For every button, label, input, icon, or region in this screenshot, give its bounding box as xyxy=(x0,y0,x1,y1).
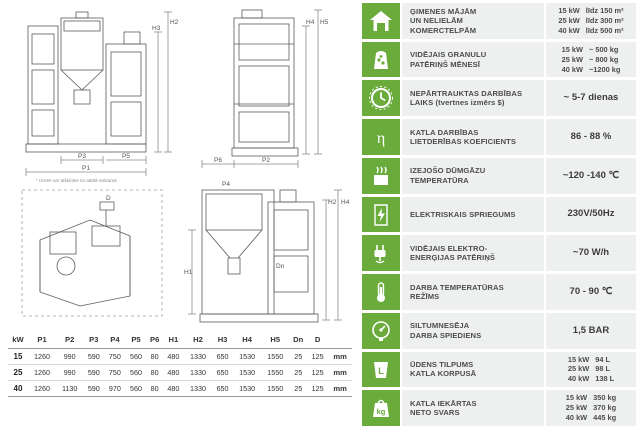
cell-p1: 1260 xyxy=(34,368,51,377)
cell-p3: 590 xyxy=(87,368,100,377)
feature-value: ~120 -140 ℃ xyxy=(544,158,636,196)
feature-value: 70 - 90 ℃ xyxy=(544,274,636,312)
cell-p2: 1130 xyxy=(61,384,78,393)
feature-row-runtime xyxy=(362,80,636,119)
cell-p5: 560 xyxy=(129,384,142,393)
cell-unit: mm xyxy=(333,368,347,377)
feature-value: ~ 5-7 dienas xyxy=(544,80,636,118)
th-d: D xyxy=(307,332,328,349)
value-weight: 445 kg xyxy=(593,413,617,423)
dim-label-H4: H4 xyxy=(306,19,315,26)
drawing-svg xyxy=(6,4,360,334)
cell-h3: 650 xyxy=(216,368,229,377)
cell-h5: 1550 xyxy=(267,352,284,361)
gauge-icon xyxy=(362,313,402,351)
table-header-row xyxy=(8,332,352,349)
cell-h4: 1530 xyxy=(239,368,256,377)
feature-row-pressure xyxy=(362,313,636,352)
label-line: DARBA SPIEDIENS xyxy=(410,330,482,340)
efficiency-icon xyxy=(362,119,402,157)
feature-row-net-weight xyxy=(362,390,636,429)
feature-value xyxy=(544,352,636,390)
label-line: KATLA KORPUSĀ xyxy=(410,369,477,379)
value-kw: 15 kW xyxy=(558,5,580,15)
cell-p1: 1260 xyxy=(34,384,51,393)
dim-label-D: D xyxy=(106,195,111,202)
cell-h3: 650 xyxy=(216,384,229,393)
cell-kw: 15 xyxy=(13,352,23,361)
feature-row-flue-temp xyxy=(362,158,636,197)
label-line: KOMERCTELPĀM xyxy=(410,25,477,35)
feature-label xyxy=(402,390,544,428)
table-row xyxy=(8,381,352,397)
value-weight: 370 kg xyxy=(593,403,617,413)
dim-label-P2: P2 xyxy=(262,157,270,164)
feature-value xyxy=(544,390,636,428)
features-panel xyxy=(362,0,640,432)
value-mass: ~1200 kg xyxy=(588,64,621,74)
thermometer-icon xyxy=(362,274,402,312)
electric-bolt-icon xyxy=(362,197,402,235)
label-line: LIETDERĪBAS KOEFICIENTS xyxy=(410,137,517,147)
dim-label-H2b: H2 xyxy=(328,199,337,206)
feature-label xyxy=(402,42,544,80)
cell-h5: 1550 xyxy=(267,368,284,377)
feature-value: 86 - 88 % xyxy=(544,119,636,157)
feature-label xyxy=(402,274,544,312)
th-unit xyxy=(328,332,352,349)
cell-d: 125 xyxy=(311,352,324,361)
cell-h1: 480 xyxy=(167,352,180,361)
cell-p3: 590 xyxy=(87,352,100,361)
value-kw: 25 kW xyxy=(567,364,590,374)
cell-d: 125 xyxy=(311,368,324,377)
cell-kw: 40 xyxy=(13,384,23,393)
cell-p6: 80 xyxy=(150,368,159,377)
cell-h1: 480 xyxy=(167,368,180,377)
value-area: līdz 500 m² xyxy=(585,25,624,35)
value-kw: 25 kW xyxy=(558,15,580,25)
feature-label xyxy=(402,197,544,235)
label-line: DARBA TEMPERATŪRAS xyxy=(410,282,504,292)
dim-label-H3: H3 xyxy=(152,25,161,32)
weight-kg-icon xyxy=(362,390,402,428)
value-mass: ~ 500 kg xyxy=(588,44,619,54)
cell-h2: 1330 xyxy=(189,352,206,361)
feature-label xyxy=(402,3,544,41)
dim-label-H4b: H4 xyxy=(341,199,350,206)
th-p6: P6 xyxy=(147,332,163,349)
cell-h3: 650 xyxy=(216,352,229,361)
th-h5: H5 xyxy=(261,332,289,349)
feature-value: 230V/50Hz xyxy=(544,197,636,235)
value-mass: ~ 800 kg xyxy=(588,54,619,64)
value-kw: 15 kW xyxy=(561,44,583,54)
cell-h2: 1330 xyxy=(189,368,206,377)
value-weight: 350 kg xyxy=(593,393,617,403)
feature-value xyxy=(544,3,636,41)
water-bucket-icon xyxy=(362,352,402,390)
dim-label-Dn: Dn xyxy=(276,263,285,270)
label-line: KATLA IEKĀRTAS xyxy=(410,398,477,408)
th-kw: kW xyxy=(8,332,28,349)
cell-dn: 25 xyxy=(294,352,303,361)
cell-p6: 80 xyxy=(150,384,159,393)
label-line: VIDĒJAIS ELEKTRO- xyxy=(410,243,488,253)
cell-p2: 990 xyxy=(63,368,76,377)
feature-label xyxy=(402,158,544,196)
house-icon xyxy=(362,3,402,41)
value-volume: 138 L xyxy=(595,374,615,384)
label-line: KATLA DARBĪBAS xyxy=(410,127,479,137)
value-kw: 15 kW xyxy=(565,393,588,403)
cell-p4: 970 xyxy=(108,384,121,393)
label-line: ELEKTRISKAIS SPRIEGUMS xyxy=(410,209,516,219)
cell-p4: 750 xyxy=(108,352,121,361)
label-line: NETO SVARS xyxy=(410,408,460,418)
cell-h4: 1530 xyxy=(239,352,256,361)
label-line: NEPĀRTRAUKTAS DARBĪBAS xyxy=(410,88,523,98)
cell-kw: 25 xyxy=(13,368,23,377)
value-volume: 94 L xyxy=(595,354,611,364)
dim-label-H2: H2 xyxy=(170,19,179,26)
label-line: ĢIMENES MĀJĀM xyxy=(410,6,477,16)
feature-row-voltage xyxy=(362,197,636,236)
cell-p6: 80 xyxy=(150,352,159,361)
value-kw: 40 kW xyxy=(565,413,588,423)
feature-row-working-temp xyxy=(362,274,636,313)
th-p5: P5 xyxy=(125,332,146,349)
label-line: ŪDENS TILPUMS xyxy=(410,359,474,369)
th-dn: Dn xyxy=(289,332,307,349)
dim-label-P6: P6 xyxy=(214,157,222,164)
cell-dn: 25 xyxy=(294,368,303,377)
cell-h4: 1530 xyxy=(239,384,256,393)
value-kw: 40 kW xyxy=(567,374,590,384)
th-h1: H1 xyxy=(163,332,184,349)
feature-row-efficiency xyxy=(362,119,636,158)
label-line: TEMPERATŪRA xyxy=(410,175,469,185)
svg-text:kg: kg xyxy=(376,407,386,417)
table-row xyxy=(8,349,352,365)
dim-label-P4: P4 xyxy=(222,181,230,188)
cell-unit: mm xyxy=(333,384,347,393)
th-p3: P3 xyxy=(83,332,104,349)
th-h2: H2 xyxy=(184,332,212,349)
value-area: līdz 300 m² xyxy=(585,15,624,25)
dim-label-P5: P5 xyxy=(122,153,130,160)
cell-p5: 560 xyxy=(129,368,142,377)
svg-text:L: L xyxy=(378,366,384,377)
feature-value: ~70 W/h xyxy=(544,235,636,273)
cell-unit: mm xyxy=(333,352,347,361)
cell-h5: 1550 xyxy=(267,384,284,393)
cell-p2: 990 xyxy=(63,352,76,361)
th-p4: P4 xyxy=(104,332,125,349)
label-line: SILTUMNESĒJA xyxy=(410,321,470,331)
feature-row-water-volume xyxy=(362,352,636,391)
flue-gas-icon xyxy=(362,158,402,196)
value-area: līdz 150 m² xyxy=(585,5,624,15)
label-line: IZEJOŠO DŪMGĀZU xyxy=(410,166,486,176)
feature-row-power-consumption xyxy=(362,235,636,274)
feature-value xyxy=(544,42,636,80)
value-kw: 15 kW xyxy=(567,354,590,364)
feature-label xyxy=(402,235,544,273)
clock-gear-icon xyxy=(362,80,402,118)
label-line: LAIKS (tvertnes izmērs $) xyxy=(410,98,505,108)
value-kw: 40 kW xyxy=(561,64,583,74)
feature-label xyxy=(402,80,544,118)
feature-row-pellet-consumption xyxy=(362,42,636,81)
dim-label-P3: P3 xyxy=(78,153,86,160)
cell-p1: 1260 xyxy=(34,352,51,361)
svg-text:η: η xyxy=(376,130,386,148)
feature-row-house xyxy=(362,3,636,42)
boiler-drawings xyxy=(6,4,360,334)
th-p1: P1 xyxy=(28,332,56,349)
dim-label-H5: H5 xyxy=(320,19,329,26)
label-line: REŽĪMS xyxy=(410,292,440,301)
value-volume: 98 L xyxy=(595,364,611,374)
cell-dn: 25 xyxy=(294,384,303,393)
plug-icon xyxy=(362,235,402,273)
dimensions-table xyxy=(8,332,352,397)
label-line: VIDĒJAIS GRANULU xyxy=(410,50,487,60)
feature-label xyxy=(402,352,544,390)
feature-label xyxy=(402,119,544,157)
th-p2: P2 xyxy=(56,332,83,349)
th-h3: H3 xyxy=(212,332,233,349)
cell-p4: 750 xyxy=(108,368,121,377)
pellet-bag-icon xyxy=(362,42,402,80)
label-line: ENERĢIJAS PATĒRIŅŠ xyxy=(410,253,496,263)
dim-label-P1: P1 xyxy=(82,165,90,172)
cell-h1: 480 xyxy=(167,384,180,393)
table-row xyxy=(8,365,352,381)
feature-value: 1,5 BAR xyxy=(544,313,636,351)
value-kw: 40 kW xyxy=(558,25,580,35)
cell-p3: 590 xyxy=(87,384,100,393)
dim-label-H1: H1 xyxy=(184,269,193,276)
label-line: UN NELIELĀM xyxy=(410,16,463,26)
value-kw: 25 kW xyxy=(565,403,588,413)
feature-label xyxy=(402,313,544,351)
th-h4: H4 xyxy=(233,332,261,349)
cell-d: 125 xyxy=(311,384,324,393)
value-kw: 25 kW xyxy=(561,54,583,64)
label-line: PATĒRIŅŠ MĒNESĪ xyxy=(410,59,480,69)
drawing-note: * Izmēri var atšķirties no attēlā redzamā xyxy=(36,178,117,183)
cell-h2: 1330 xyxy=(189,384,206,393)
cell-p5: 560 xyxy=(129,352,142,361)
